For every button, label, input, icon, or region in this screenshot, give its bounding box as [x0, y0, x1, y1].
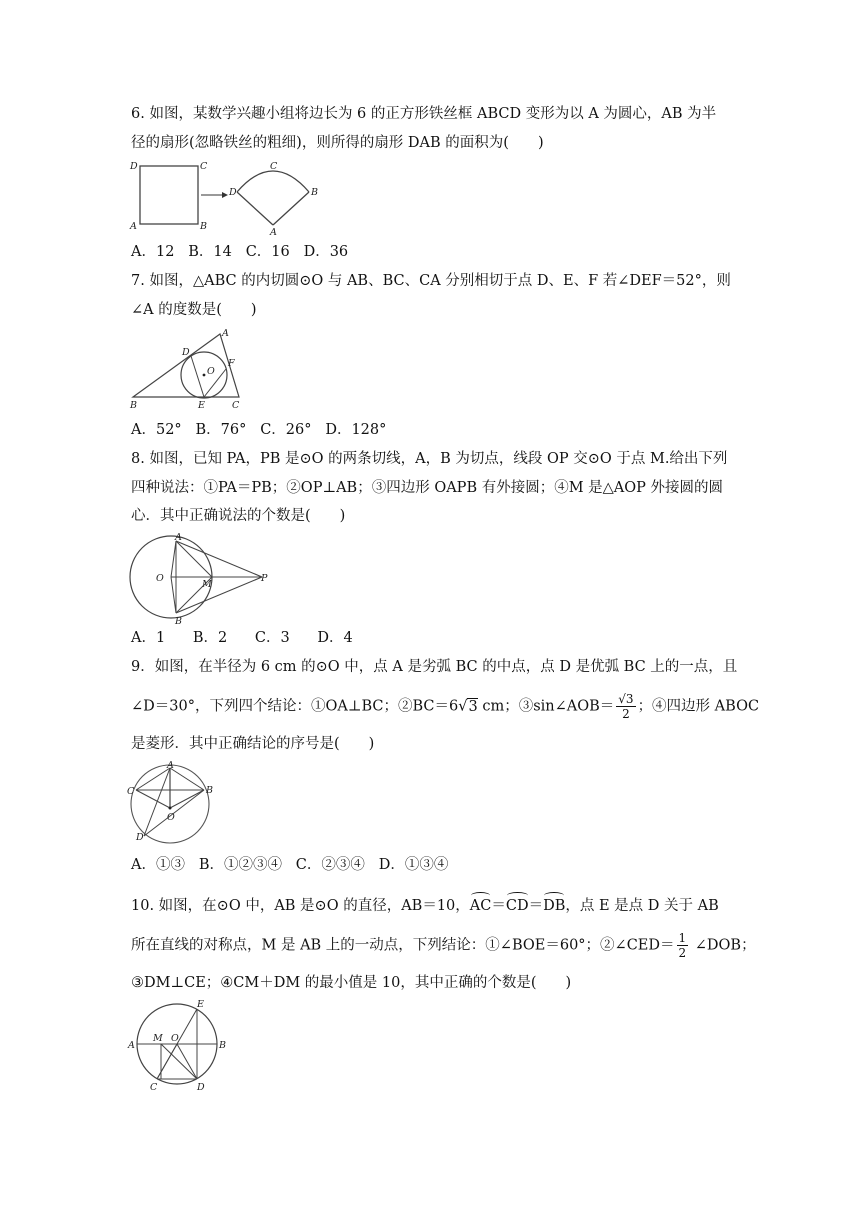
q7-label-d: D — [182, 347, 190, 358]
q9-text-line2-part1: ∠D＝30°，下列四个结论：①OA⊥BC；②BC＝6 — [131, 698, 459, 715]
q9-figure — [125, 760, 225, 850]
q9-text-line3: 是菱形．其中正确结论的序号是( ) — [131, 736, 375, 752]
q8-option-b[interactable]: B．2 — [192, 630, 228, 646]
q6-sector-label-c: C — [270, 161, 278, 172]
q10-text-line1-part1: 10. 如图，在⊙O 中，AB 是⊙O 的直径，AB＝10， — [131, 898, 470, 914]
q9-fraction-numerator: √3 — [618, 692, 634, 706]
q10-text-line2 — [131, 931, 756, 960]
q8-text-line2: 四种说法：①PA＝PB；②OP⊥AB；③四边形 OAPB 有外接圆；④M 是△AOP 外接圆的圆 — [131, 480, 724, 496]
q10-equals-1: ＝ — [491, 898, 506, 914]
q6-sector-radius-ab — [273, 192, 309, 225]
q7-segment-de — [191, 356, 204, 397]
q10-arc-cd: CD — [505, 898, 529, 914]
q10-label-o: O — [171, 1033, 179, 1044]
q9-segment-bo — [170, 790, 204, 808]
q6-sector-label-d: D — [229, 187, 237, 198]
q8-label-b: B — [175, 616, 182, 627]
q9-options — [131, 855, 731, 875]
q7-label-o: O — [207, 366, 215, 377]
q7-text-line2: ∠A 的度数是( ) — [131, 302, 257, 318]
q10-equals-2: ＝ — [528, 898, 544, 914]
q9-option-b[interactable]: B．①②③④ — [198, 857, 282, 873]
q8-radius-oa — [171, 541, 176, 577]
q10-fraction-denominator: 2 — [678, 946, 687, 960]
q6-label-a: A — [130, 221, 137, 232]
q10-label-d: D — [197, 1082, 205, 1093]
q10-label-c: C — [150, 1082, 158, 1093]
q8-radius-ob — [171, 577, 176, 613]
q10-text-line3: ③DM⊥CE；④CM＋DM 的最小值是 10，其中正确的个数是( ) — [131, 975, 572, 991]
q7-label-e: E — [198, 400, 205, 411]
q7-options — [131, 420, 731, 440]
q10-arc-ac: AC — [469, 898, 492, 914]
q6-figure — [125, 158, 325, 238]
q10-label-m: M — [153, 1033, 163, 1044]
q6-option-d[interactable]: D．36 — [303, 244, 349, 260]
q7-label-a: A — [222, 328, 229, 339]
q8-option-d[interactable]: D．4 — [317, 630, 353, 646]
q7-text-line1: 7. 如图，△ABC 的内切圆⊙O 与 AB、BC、CA 分别相切于点 D、E、F 若∠DEF＝52°，则 — [131, 273, 731, 289]
q9-text-line2-part3: ；④四边形 ABOC — [637, 698, 760, 715]
q10-fraction — [677, 931, 689, 960]
q8-label-o: O — [156, 573, 164, 584]
q6-sector-label-a: A — [270, 227, 277, 238]
q9-label-d: D — [136, 832, 144, 843]
q10-text-line1 — [131, 896, 731, 916]
q8-text-line1: 8. 如图，已知 PA，PB 是⊙O 的两条切线，A，B 为切点，线段 OP 交⊙O 于点 M.给出下列 — [131, 451, 728, 467]
q8-label-p: P — [261, 573, 268, 584]
q9-option-d[interactable]: D．①③④ — [378, 857, 449, 873]
q9-text-line2-part2: cm；③sin∠AOB＝ — [477, 698, 615, 715]
q6-option-c[interactable]: C．16 — [245, 244, 290, 260]
q8-tangent-pb — [176, 577, 262, 613]
q6-label-b: B — [200, 221, 207, 232]
q7-label-b: B — [130, 400, 137, 411]
q10-segment-md — [161, 1044, 197, 1079]
q9-sqrt-value: 3 — [468, 698, 478, 715]
q8-option-c[interactable]: C．3 — [254, 630, 290, 646]
q7-option-c[interactable]: C．26° — [260, 422, 312, 438]
q6-square — [140, 166, 198, 224]
q6-text-line1: 6. 如图，某数学兴趣小组将边长为 6 的正方形铁丝框 ABCD 变形为以 A 为圆心，AB 为半 — [131, 106, 717, 122]
q10-text-line2-part2: ∠DOB； — [690, 937, 756, 954]
q9-option-a[interactable]: A．①③ — [131, 857, 185, 873]
q9-fraction — [616, 692, 635, 721]
q9-label-o: O — [167, 812, 175, 823]
q8-figure — [125, 532, 275, 627]
q8-label-a: A — [175, 532, 182, 543]
q8-text-line3: 心．其中正确说法的个数是( ) — [131, 508, 346, 524]
q7-option-a[interactable]: A．52° — [131, 422, 182, 438]
q10-arc-db: DB — [543, 898, 566, 914]
q7-label-f: F — [228, 358, 235, 369]
q9-segment-ab — [170, 768, 204, 790]
q6-option-a[interactable]: A．12 — [131, 244, 175, 260]
q8-options — [131, 628, 731, 648]
q9-label-b: B — [206, 785, 213, 796]
q10-label-a: A — [128, 1040, 135, 1051]
q9-label-a: A — [167, 760, 174, 771]
q10-label-e: E — [197, 999, 204, 1010]
q7-center-point — [203, 374, 206, 377]
q6-sector-label-b: B — [311, 187, 318, 198]
q10-segment-od — [177, 1044, 197, 1079]
q9-label-c: C — [127, 786, 135, 797]
q8-segment-am — [176, 541, 212, 577]
q7-option-d[interactable]: D．128° — [325, 422, 387, 438]
q6-label-c: C — [200, 161, 208, 172]
q6-label-d: D — [130, 161, 138, 172]
q9-center-point — [169, 807, 172, 810]
q9-text-line1: 9．如图，在半径为 6 cm 的⊙O 中，点 A 是劣弧 BC 的中点，点 D 是优弧 BC 上的一点，且 — [131, 659, 738, 675]
q6-arrowhead — [222, 192, 228, 198]
q9-radical-glyph: √ — [458, 698, 468, 715]
q6-option-b[interactable]: B．14 — [188, 244, 232, 260]
q7-figure — [125, 326, 255, 416]
q10-text-line2-part1: 所在直线的对称点，M 是 AB 上的一动点，下列结论：①∠BOE＝60°；②∠CED＝ — [131, 937, 675, 954]
q9-option-c[interactable]: C．②③④ — [295, 857, 365, 873]
q8-label-m: M — [202, 579, 212, 590]
q10-label-b: B — [219, 1040, 226, 1051]
q10-figure — [125, 999, 235, 1094]
q7-label-c: C — [232, 400, 240, 411]
q9-fraction-denominator: 2 — [622, 707, 630, 721]
q10-fraction-numerator: 1 — [678, 931, 687, 945]
q8-tangent-pa — [176, 541, 262, 577]
q6-sector-arc — [237, 171, 309, 192]
q7-option-b[interactable]: B．76° — [195, 422, 247, 438]
q8-option-a[interactable]: A．1 — [131, 630, 166, 646]
q9-segment-ac — [136, 768, 170, 790]
q9-segment-co — [136, 790, 170, 808]
q10-text-line1-part2: ，点 E 是点 D 关于 AB — [565, 898, 719, 914]
q9-text-line2 — [131, 692, 760, 721]
q6-sector-radius-ad — [237, 192, 273, 225]
q6-options — [131, 242, 731, 262]
q6-text-line2: 径的扇形(忽略铁丝的粗细)，则所得的扇形 DAB 的面积为( ) — [131, 135, 544, 151]
